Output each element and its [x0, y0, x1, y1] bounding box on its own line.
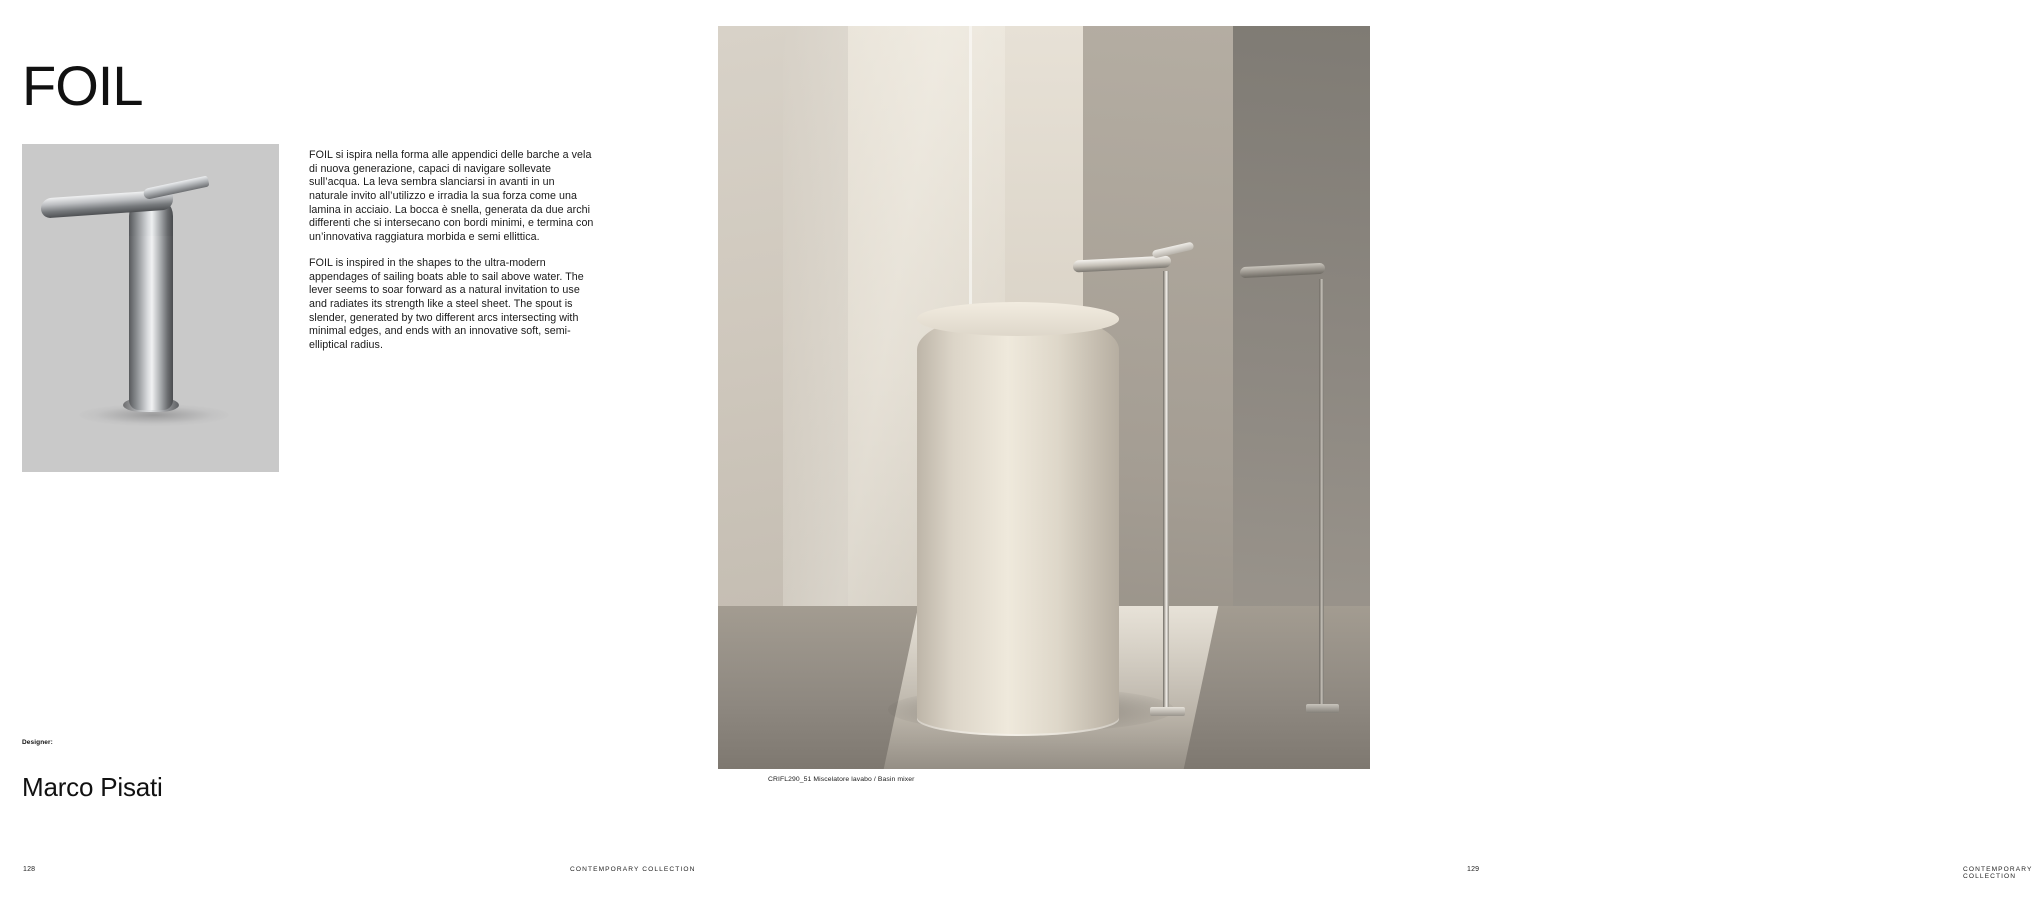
folio-right: 129 — [1467, 866, 1480, 873]
right-page — [697, 0, 2032, 901]
faucet-lever — [142, 176, 209, 200]
photo-basin — [917, 312, 1119, 736]
photo-faucet-secondary-column — [1319, 279, 1324, 710]
running-head-right: CONTEMPORARY COLLECTION — [1963, 866, 2032, 880]
photo-basin-rim — [917, 302, 1119, 335]
photo-caption: CRIFL290_51 Miscelatore lavabo / Basin mixer — [768, 776, 915, 783]
designer-name: Marco Pisati — [22, 772, 163, 802]
folio-left: 128 — [23, 866, 36, 873]
designer-label: Designer: — [22, 739, 53, 746]
left-page — [0, 0, 697, 901]
description-english: FOIL is inspired in the shapes to the ultra-modern appendages of sailing boats able to sail above water. The lever seems to soar forward as a natural invitation to use and radiates its strength like a steel sheet. The spout is slender, generated by two different arcs intersecting with minimal edges, and ends with an innovative soft, semi-elliptical radius. — [309, 256, 584, 351]
description-italian: FOIL si ispira nella forma alle appendici delle barche a vela di nuova generazione, capaci di navigare sollevate sull’acqua. La leva sembra slanciarsi in avanti in un naturale invito all’utilizzo e irradia la sua forza come una lamina in acciaio. La bocca è snella, generata da due archi differenti che si intersecano con bordi minimi, e termina con un’innovativa raggiatura morbida e semi ellittica. — [309, 149, 594, 244]
product-render-image — [22, 144, 279, 472]
photo-faucet-primary-column — [1163, 271, 1169, 709]
faucet-body — [129, 228, 173, 410]
lifestyle-photo — [718, 26, 1370, 769]
description-block — [309, 149, 594, 353]
page-title: FOIL — [22, 53, 143, 117]
running-head-left: CONTEMPORARY COLLECTION — [570, 866, 696, 873]
photo-faucet-secondary-base — [1306, 704, 1339, 713]
photo-faucet-primary-base — [1150, 707, 1185, 717]
